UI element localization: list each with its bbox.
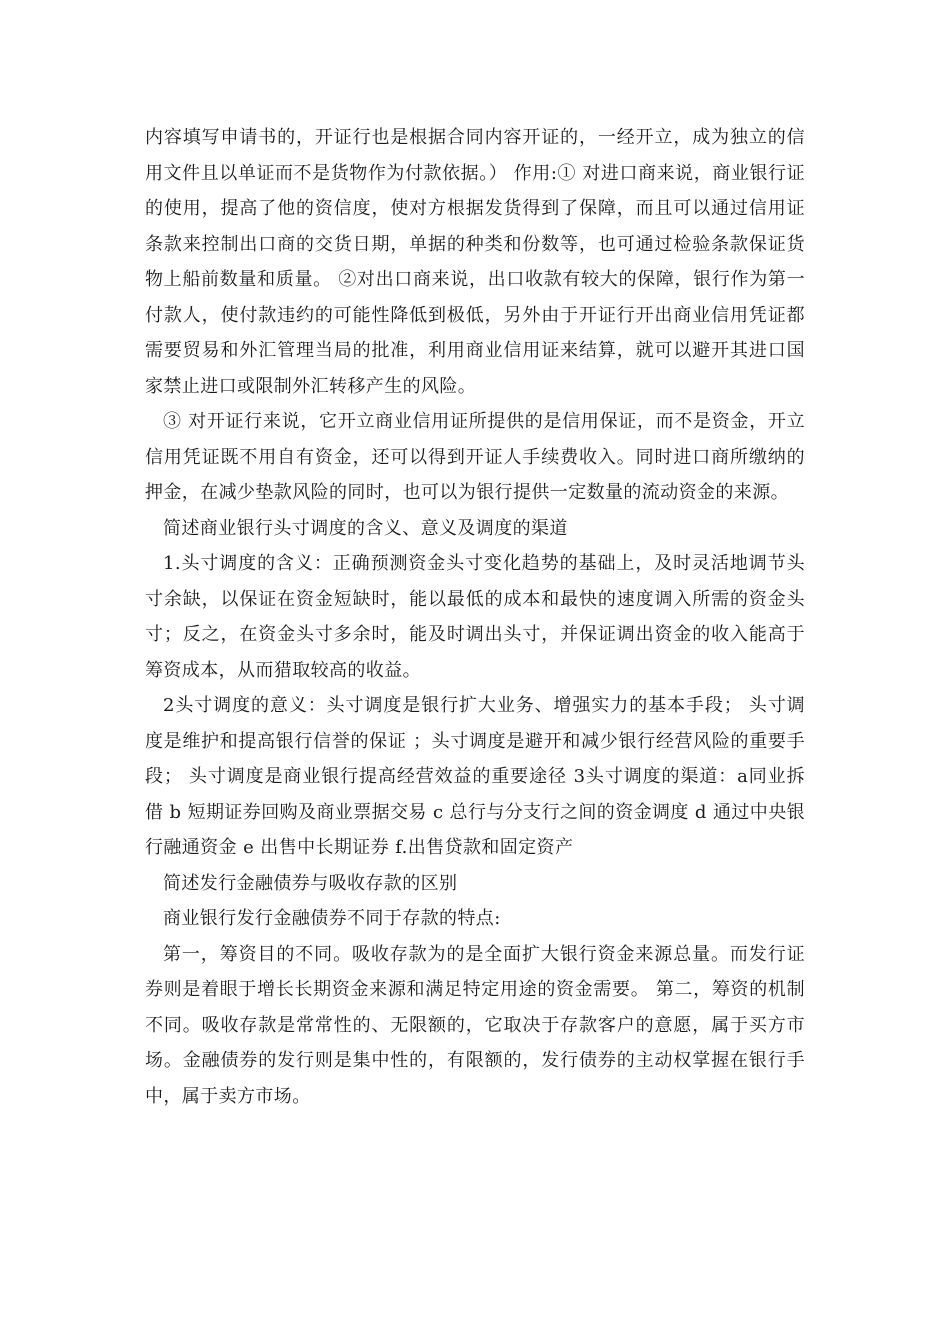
paragraph-bond-differences: 第一，筹资目的不同。吸收存款为的是全面扩大银行资金来源总量。而发行证券则是着眼于增长长期资金来源和满足特定用途的资金需要。 第二，筹资的机制不同。吸收存款是常常性的、无限额的，它取决于存款客户的意愿，属于买方市场。金融债券的发行则是集中性的，有限额的，发行债券的主动权掌握在银行手中，属于卖方市场。	[145, 943, 805, 1107]
heading-position-scheduling: 简述商业银行头寸调度的含义、意义及调度的渠道	[163, 517, 568, 539]
document-body	[145, 120, 805, 1114]
paragraph-issuing-bank: ③ 对开证行来说，它开立商业信用证所提供的是信用保证，而不是资金，开立信用凭证既不用自有资金，还可以得到开证人手续费收入。同时进口商所缴纳的押金，在减少垫款风险的同时，也可以为银行提供一定数量的流动资金的来源。	[145, 411, 805, 503]
paragraph-position-significance: 2头寸调度的意义：头寸调度是银行扩大业务、增强实力的基本手段； 头寸调度是维护和提高银行信誉的保证 ；头寸调度是避开和减少银行经营风险的重要手段； 头寸调度是商业银行提高经营效益的重要途径 3头寸调度的渠道：a同业拆借 b 短期证券回购及商业票据交易 c 总行与分支行之间的资金调度 d 通过中央银行融通资金 e 出售中长期证券 f.出售贷款和固定资产	[145, 695, 805, 858]
paragraph-position-definition: 1.头寸调度的含义：正确预测资金头寸变化趋势的基础上，及时灵活地调节头寸余缺，以保证在资金短缺时，能以最低的成本和最快的速度调入所需的资金头寸；反之，在资金头寸多余时，能及时调出头寸，并保证调出资金的收入能高于筹资成本，从而猎取较高的收益。	[145, 553, 805, 681]
paragraph-letter-of-credit-function: 内容填写申请书的，开证行也是根据合同内容开证的，一经开立，成为独立的信用文件且以单证而不是货物作为付款依据。） 作用:① 对进口商来说，商业银行证的使用，提高了他的资信度，使对方根据发货得到了保障，而且可以通过信用证条款来控制出口商的交货日期，单据的种类和份数等，也可通过检验条款保证货物上船前数量和质量。 ②对出口商来说，出口收款有较大的保障，银行作为第一付款人，使付款违约的可能性降低到极低，另外由于开证行开出商业信用凭证都需要贸易和外汇管理当局的批准，利用商业信用证来结算，就可以避开其进口国家禁止进口或限制外汇转移产生的风险。	[145, 127, 805, 397]
paragraph-bond-characteristics-intro: 商业银行发行金融债券不同于存款的特点:	[163, 908, 501, 929]
heading-bonds-vs-deposits: 简述发行金融债券与吸收存款的区别	[163, 872, 458, 894]
